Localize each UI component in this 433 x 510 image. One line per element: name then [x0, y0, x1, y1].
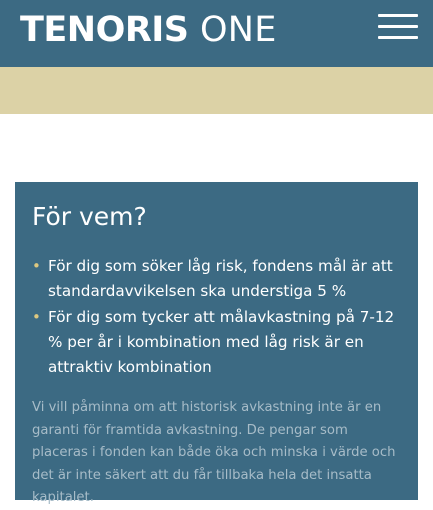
- list-item-text: För dig som söker låg risk, fondens mål är att standardavvikelsen ska understiga 5 %: [48, 257, 393, 300]
- list-item: [32, 254, 407, 304]
- audience-list: [32, 254, 407, 381]
- card-title: För vem?: [32, 202, 147, 231]
- hamburger-menu-icon[interactable]: [378, 12, 418, 42]
- logo-wordmark-bold: TENORIS: [20, 10, 189, 50]
- list-item: [32, 305, 407, 380]
- menu-line: [378, 14, 418, 17]
- bullet-icon: •: [32, 308, 41, 326]
- tenoris-one-logo[interactable]: [20, 8, 277, 52]
- decorative-band: [0, 67, 433, 114]
- list-item-text: För dig som tycker att målavkastning på 7-12 % per år i kombination med låg risk är en attraktiv kombination: [48, 308, 395, 376]
- bullet-icon: •: [32, 257, 41, 275]
- menu-line: [378, 25, 418, 28]
- disclaimer-text: Vi vill påminna om att historisk avkastning inte är en garanti för framtida avkastning. De pengar som placeras i fonden kan både öka och minska i värde och det är inte säkert att du får tillbaka hela det insatta kapitalet.: [32, 400, 396, 505]
- site-header: [0, 0, 433, 67]
- target-audience-card: [15, 182, 418, 505]
- menu-line: [378, 36, 418, 39]
- logo-wordmark-light: ONE: [199, 10, 277, 50]
